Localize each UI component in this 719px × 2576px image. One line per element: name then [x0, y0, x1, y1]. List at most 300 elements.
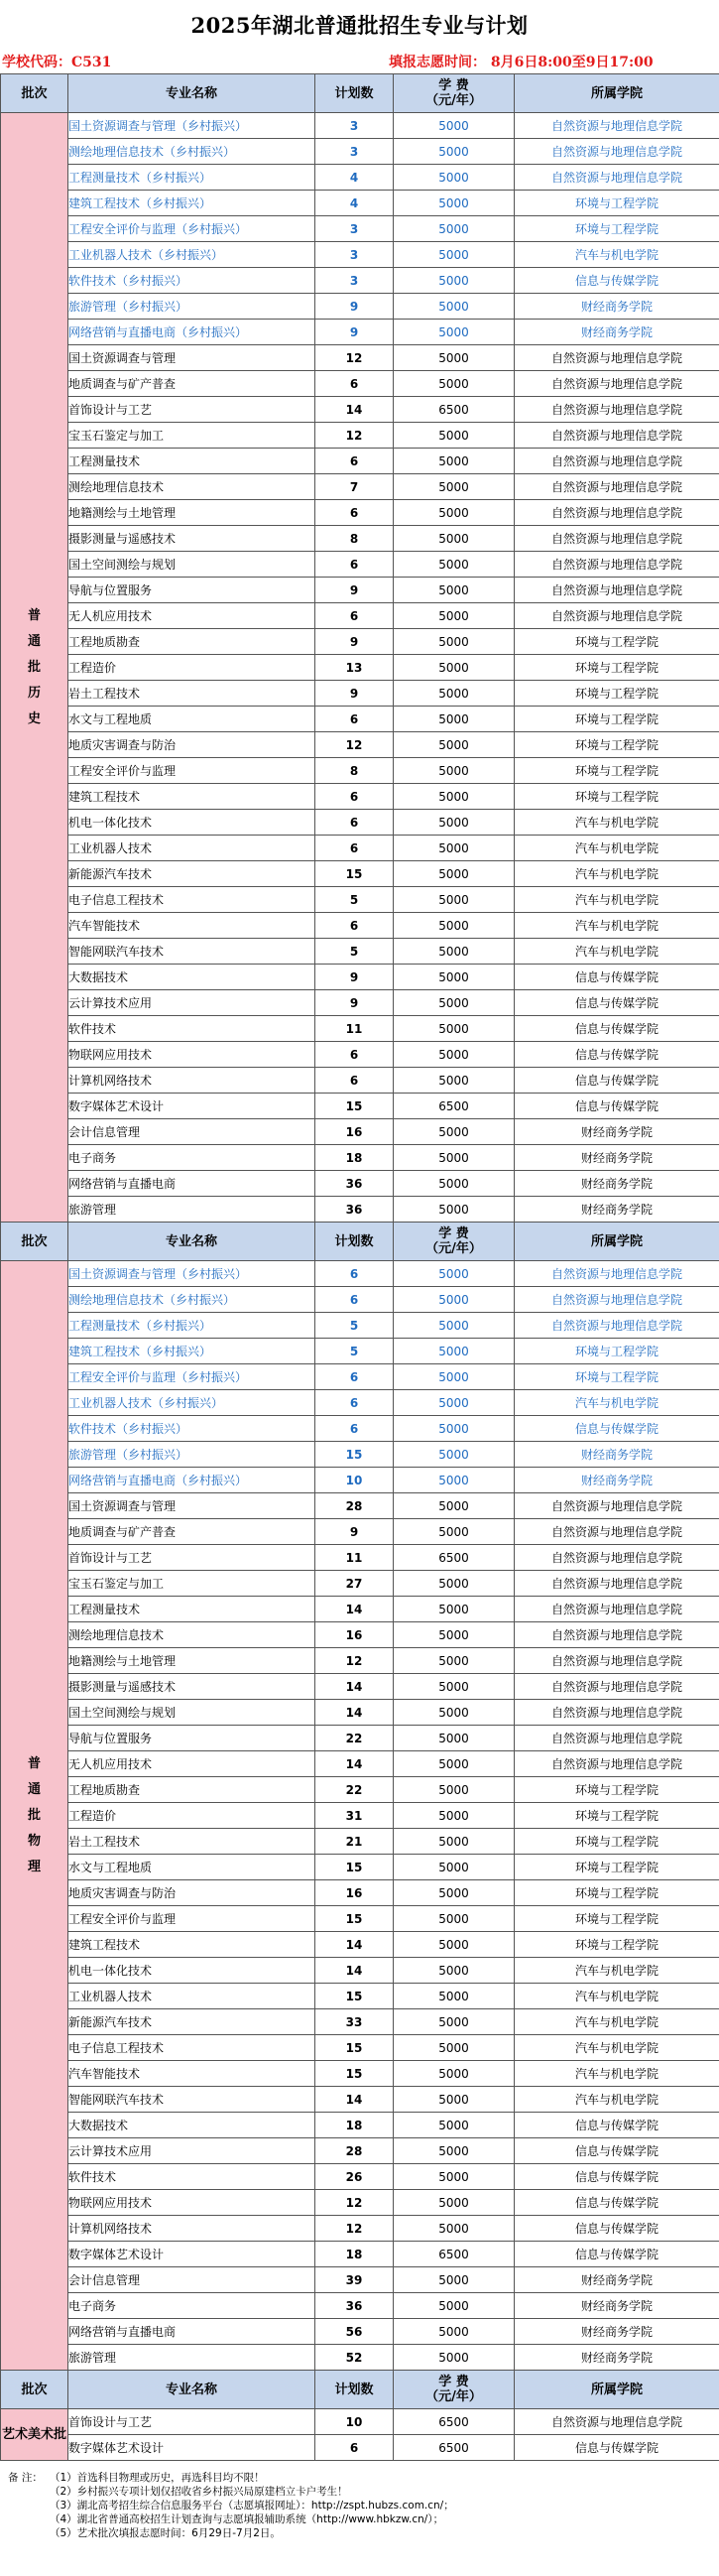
plan-cell: 11	[315, 1016, 394, 1042]
school-cell: 财经商务学院	[515, 320, 719, 345]
major-cell: 地质灾害调查与防治	[68, 1880, 315, 1906]
plan-cell: 6	[315, 552, 394, 578]
major-cell: 国土资源调查与管理	[68, 1493, 315, 1519]
major-cell: 工程安全评价与监理	[68, 758, 315, 784]
plan-cell: 22	[315, 1726, 394, 1751]
plan-cell: 10	[315, 1468, 394, 1493]
plan-cell: 6	[315, 707, 394, 732]
major-cell: 无人机应用技术	[68, 1751, 315, 1777]
fee-cell: 5000	[394, 2164, 515, 2190]
school-cell: 环境与工程学院	[515, 1932, 719, 1958]
header-batch: 批次	[1, 1223, 68, 1261]
table-row	[1, 990, 719, 1016]
fee-cell: 5000	[394, 1016, 515, 1042]
major-cell: 导航与位置服务	[68, 578, 315, 603]
table-row	[1, 1880, 719, 1906]
major-cell: 水文与工程地质	[68, 1855, 315, 1880]
fee-cell: 6500	[394, 397, 515, 423]
fee-cell: 5000	[394, 2267, 515, 2293]
table-row	[1, 268, 719, 294]
note-text: （5）艺术批次填报志愿时间：6月29日-7月2日。	[50, 2527, 281, 2539]
major-cell: 工业机器人技术（乡村振兴）	[68, 1390, 315, 1416]
table-row	[1, 887, 719, 913]
fee-cell: 5000	[394, 1493, 515, 1519]
header-fee-line1: 学 费	[438, 78, 469, 93]
table-row	[1, 758, 719, 784]
school-cell: 汽车与机电学院	[515, 1958, 719, 1984]
plan-cell: 6	[315, 1364, 394, 1390]
table-row	[1, 1493, 719, 1519]
major-cell: 网络营销与直播电商	[68, 2319, 315, 2345]
school-cell: 环境与工程学院	[515, 655, 719, 681]
fee-cell: 5000	[394, 320, 515, 345]
plan-cell: 12	[315, 2216, 394, 2242]
major-cell: 软件技术	[68, 2164, 315, 2190]
school-cell: 汽车与机电学院	[515, 939, 719, 965]
school-cell: 自然资源与地理信息学院	[515, 165, 719, 191]
batch-char: 理	[27, 1859, 41, 1874]
school-cell: 汽车与机电学院	[515, 836, 719, 861]
school-cell: 自然资源与地理信息学院	[515, 1313, 719, 1339]
fee-cell: 5000	[394, 836, 515, 861]
header-plan: 计划数	[315, 74, 394, 113]
table-row	[1, 1751, 719, 1777]
plan-cell: 33	[315, 2009, 394, 2035]
table-row	[1, 784, 719, 810]
notes	[0, 2471, 719, 2540]
table-row	[1, 578, 719, 603]
plan-cell: 9	[315, 965, 394, 990]
table-row	[1, 216, 719, 242]
fee-cell: 5000	[394, 603, 515, 629]
fee-cell: 5000	[394, 629, 515, 655]
school-cell: 自然资源与地理信息学院	[515, 397, 719, 423]
major-cell: 工程安全评价与监理（乡村振兴）	[68, 1364, 315, 1390]
table-row	[1, 113, 719, 139]
table-row	[1, 681, 719, 707]
major-cell: 网络营销与直播电商（乡村振兴）	[68, 1468, 315, 1493]
header-fee	[394, 74, 515, 113]
plan-cell: 3	[315, 113, 394, 139]
school-cell: 自然资源与地理信息学院	[515, 2409, 719, 2435]
header-plan: 计划数	[315, 1223, 394, 1261]
school-cell: 信息与传媒学院	[515, 1094, 719, 1119]
table-row	[1, 1545, 719, 1571]
school-cell: 信息与传媒学院	[515, 2113, 719, 2138]
school-cell: 环境与工程学院	[515, 707, 719, 732]
table-row	[1, 2087, 719, 2113]
batch-label	[1, 113, 68, 1223]
info-bar	[0, 48, 719, 73]
school-cell: 自然资源与地理信息学院	[515, 1622, 719, 1648]
plan-cell: 12	[315, 345, 394, 371]
note-line	[4, 2471, 719, 2485]
plan-cell: 56	[315, 2319, 394, 2345]
fee-cell: 5000	[394, 474, 515, 500]
school-cell: 自然资源与地理信息学院	[515, 500, 719, 526]
fee-cell: 6500	[394, 1094, 515, 1119]
plan-cell: 22	[315, 1777, 394, 1803]
table-row	[1, 1622, 719, 1648]
fee-cell: 5000	[394, 1313, 515, 1339]
major-cell: 地质调查与矿产普查	[68, 371, 315, 397]
batch-char: 艺术美术批	[1, 2426, 66, 2442]
school-cell: 信息与传媒学院	[515, 2190, 719, 2216]
plan-cell: 36	[315, 1171, 394, 1197]
school-cell: 环境与工程学院	[515, 1906, 719, 1932]
major-cell: 工程测量技术	[68, 1597, 315, 1622]
page-title: 2025年湖北普通批招生专业与计划	[190, 13, 529, 38]
table-row	[1, 1777, 719, 1803]
school-cell: 财经商务学院	[515, 2319, 719, 2345]
school-cell: 自然资源与地理信息学院	[515, 1261, 719, 1287]
fee-cell: 5000	[394, 1984, 515, 2009]
school-cell: 财经商务学院	[515, 1145, 719, 1171]
table-row	[1, 810, 719, 836]
fee-cell: 5000	[394, 2190, 515, 2216]
table-row	[1, 1171, 719, 1197]
plan-cell: 5	[315, 887, 394, 913]
batch-char: 普	[27, 1755, 41, 1771]
table-row	[1, 1442, 719, 1468]
plan-cell: 11	[315, 1545, 394, 1571]
table-row	[1, 371, 719, 397]
major-cell: 国土资源调查与管理（乡村振兴）	[68, 1261, 315, 1287]
school-cell: 信息与传媒学院	[515, 2164, 719, 2190]
school-cell: 信息与传媒学院	[515, 1416, 719, 1442]
school-cell: 信息与传媒学院	[515, 268, 719, 294]
header-major: 专业名称	[68, 74, 315, 113]
header-batch: 批次	[1, 74, 68, 113]
school-cell: 财经商务学院	[515, 2267, 719, 2293]
fee-cell: 5000	[394, 965, 515, 990]
school-cell: 环境与工程学院	[515, 1364, 719, 1390]
table-row	[1, 449, 719, 474]
school-cell: 自然资源与地理信息学院	[515, 1648, 719, 1674]
major-cell: 国土资源调查与管理	[68, 345, 315, 371]
table-row	[1, 629, 719, 655]
major-cell: 建筑工程技术（乡村振兴）	[68, 191, 315, 216]
batch-char: 普	[27, 607, 41, 623]
major-cell: 工程造价	[68, 1803, 315, 1829]
table-row	[1, 1094, 719, 1119]
table-row	[1, 423, 719, 449]
table-row	[1, 2035, 719, 2061]
major-cell: 新能源汽车技术	[68, 2009, 315, 2035]
school-cell: 财经商务学院	[515, 2345, 719, 2371]
batch-char: 通	[27, 633, 41, 649]
table-row	[1, 1571, 719, 1597]
major-cell: 智能网联汽车技术	[68, 2087, 315, 2113]
fee-cell: 5000	[394, 1442, 515, 1468]
table-row	[1, 500, 719, 526]
table-row	[1, 1700, 719, 1726]
plan-cell: 3	[315, 139, 394, 165]
major-cell: 数字媒体艺术设计	[68, 2242, 315, 2267]
table-row	[1, 1364, 719, 1390]
fee-cell: 5000	[394, 1571, 515, 1597]
plan-cell: 36	[315, 1197, 394, 1223]
fee-cell: 5000	[394, 1674, 515, 1700]
major-cell: 摄影测量与遥感技术	[68, 526, 315, 552]
school-cell: 财经商务学院	[515, 1197, 719, 1223]
table-row	[1, 191, 719, 216]
fee-cell: 5000	[394, 887, 515, 913]
major-cell: 工业机器人技术	[68, 836, 315, 861]
major-cell: 首饰设计与工艺	[68, 397, 315, 423]
plan-cell: 8	[315, 526, 394, 552]
note-line	[4, 2485, 719, 2499]
major-cell: 物联网应用技术	[68, 1042, 315, 1068]
school-cell: 财经商务学院	[515, 294, 719, 320]
fee-cell: 5000	[394, 500, 515, 526]
table-row	[1, 1016, 719, 1042]
plan-cell: 6	[315, 810, 394, 836]
header-fee-line1: 学 费	[438, 1226, 469, 1241]
major-cell: 旅游管理	[68, 2345, 315, 2371]
plan-cell: 5	[315, 1313, 394, 1339]
school-cell: 财经商务学院	[515, 1171, 719, 1197]
fee-cell: 5000	[394, 1068, 515, 1094]
plan-cell: 13	[315, 655, 394, 681]
school-cell: 汽车与机电学院	[515, 887, 719, 913]
fee-cell: 5000	[394, 1339, 515, 1364]
major-cell: 软件技术	[68, 1016, 315, 1042]
fee-cell: 5000	[394, 758, 515, 784]
fee-cell: 5000	[394, 939, 515, 965]
plan-cell: 6	[315, 836, 394, 861]
major-cell: 物联网应用技术	[68, 2190, 315, 2216]
batch-char: 物	[27, 1833, 41, 1849]
plan-cell: 14	[315, 1674, 394, 1700]
plan-cell: 18	[315, 1145, 394, 1171]
school-cell: 自然资源与地理信息学院	[515, 1545, 719, 1571]
table-row	[1, 1119, 719, 1145]
fee-cell: 5000	[394, 2035, 515, 2061]
table-row	[1, 1287, 719, 1313]
school-cell: 信息与传媒学院	[515, 2138, 719, 2164]
major-cell: 云计算技术应用	[68, 990, 315, 1016]
fee-cell: 5000	[394, 913, 515, 939]
table-row	[1, 1597, 719, 1622]
major-cell: 工程地质勘查	[68, 629, 315, 655]
batch-char: 史	[27, 710, 41, 726]
fee-cell: 5000	[394, 552, 515, 578]
note-line	[4, 2512, 719, 2526]
fee-cell: 5000	[394, 294, 515, 320]
fee-cell: 5000	[394, 1880, 515, 1906]
plan-cell: 31	[315, 1803, 394, 1829]
table-row	[1, 2319, 719, 2345]
fee-cell: 5000	[394, 2216, 515, 2242]
major-cell: 国土资源调查与管理（乡村振兴）	[68, 113, 315, 139]
fee-cell: 5000	[394, 2345, 515, 2371]
fee-cell: 6500	[394, 2242, 515, 2267]
fee-cell: 5000	[394, 2293, 515, 2319]
table-row	[1, 1855, 719, 1880]
fee-cell: 5000	[394, 1803, 515, 1829]
header-school: 所属学院	[515, 1223, 719, 1261]
school-cell: 信息与传媒学院	[515, 965, 719, 990]
school-cell: 自然资源与地理信息学院	[515, 1700, 719, 1726]
plan-cell: 14	[315, 1751, 394, 1777]
school-cell: 汽车与机电学院	[515, 2009, 719, 2035]
major-cell: 宝玉石鉴定与加工	[68, 1571, 315, 1597]
major-cell: 国土空间测绘与规划	[68, 552, 315, 578]
plan-cell: 26	[315, 2164, 394, 2190]
major-cell: 数字媒体艺术设计	[68, 1094, 315, 1119]
note-text: （1）首选科目物理或历史，再选科目均不限！	[50, 2472, 265, 2484]
table-row	[1, 1519, 719, 1545]
plan-cell: 6	[315, 784, 394, 810]
fee-cell: 5000	[394, 1287, 515, 1313]
fee-cell: 6500	[394, 1545, 515, 1571]
major-cell: 宝玉石鉴定与加工	[68, 423, 315, 449]
plan-cell: 6	[315, 913, 394, 939]
table-row	[1, 526, 719, 552]
major-cell: 云计算技术应用	[68, 2138, 315, 2164]
plan-cell: 6	[315, 1390, 394, 1416]
major-cell: 首饰设计与工艺	[68, 1545, 315, 1571]
table-row	[1, 1261, 719, 1287]
major-cell: 无人机应用技术	[68, 603, 315, 629]
fee-cell: 5000	[394, 2009, 515, 2035]
school-cell: 自然资源与地理信息学院	[515, 1571, 719, 1597]
major-cell: 计算机网络技术	[68, 1068, 315, 1094]
fee-cell: 5000	[394, 1597, 515, 1622]
major-cell: 测绘地理信息技术（乡村振兴）	[68, 139, 315, 165]
fee-cell: 5000	[394, 1364, 515, 1390]
fee-cell: 5000	[394, 139, 515, 165]
major-cell: 国土空间测绘与规划	[68, 1700, 315, 1726]
school-cell: 环境与工程学院	[515, 216, 719, 242]
header-row	[1, 2371, 719, 2409]
major-cell: 汽车智能技术	[68, 2061, 315, 2087]
school-cell: 自然资源与地理信息学院	[515, 1726, 719, 1751]
fee-cell: 5000	[394, 2061, 515, 2087]
plan-cell: 15	[315, 1984, 394, 2009]
table-row	[1, 939, 719, 965]
school-cell: 自然资源与地理信息学院	[515, 526, 719, 552]
plan-cell: 15	[315, 861, 394, 887]
plan-table	[0, 73, 719, 2461]
major-cell: 工程测量技术（乡村振兴）	[68, 165, 315, 191]
batch-label	[1, 1261, 68, 2371]
batch-char: 批	[27, 659, 41, 675]
table-row	[1, 1339, 719, 1364]
table-row	[1, 2009, 719, 2035]
major-cell: 电子信息工程技术	[68, 887, 315, 913]
fee-cell: 5000	[394, 242, 515, 268]
major-cell: 建筑工程技术（乡村振兴）	[68, 1339, 315, 1364]
major-cell: 新能源汽车技术	[68, 861, 315, 887]
school-cell: 汽车与机电学院	[515, 1984, 719, 2009]
fee-cell: 5000	[394, 655, 515, 681]
major-cell: 建筑工程技术	[68, 1932, 315, 1958]
note-text: （4）湖北省普通高校招生计划查询与志愿填报辅助系统（http://www.hbkzw.cn/）；	[50, 2513, 444, 2525]
fee-cell: 5000	[394, 113, 515, 139]
plan-cell: 6	[315, 603, 394, 629]
school-cell: 环境与工程学院	[515, 758, 719, 784]
school-cell: 信息与传媒学院	[515, 1068, 719, 1094]
school-cell: 环境与工程学院	[515, 732, 719, 758]
plan-cell: 9	[315, 681, 394, 707]
table-row	[1, 1829, 719, 1855]
fee-cell: 5000	[394, 191, 515, 216]
school-cell: 财经商务学院	[515, 1442, 719, 1468]
table-row	[1, 2409, 719, 2435]
table-row	[1, 1468, 719, 1493]
header-fee-line2: （元/年）	[425, 2389, 482, 2404]
fill-time: 填报志愿时间： 8月6日8:00至9日17:00	[389, 55, 654, 70]
fee-cell: 5000	[394, 1648, 515, 1674]
table-row	[1, 165, 719, 191]
plan-cell: 16	[315, 1119, 394, 1145]
plan-cell: 4	[315, 165, 394, 191]
fee-cell: 5000	[394, 1958, 515, 1984]
plan-cell: 18	[315, 2242, 394, 2267]
table-row	[1, 1068, 719, 1094]
header-fee-line1: 学 费	[438, 2375, 469, 2389]
fee-cell: 5000	[394, 1751, 515, 1777]
fee-cell: 5000	[394, 1906, 515, 1932]
header-school: 所属学院	[515, 2371, 719, 2409]
header-batch: 批次	[1, 2371, 68, 2409]
school-cell: 自然资源与地理信息学院	[515, 474, 719, 500]
plan-cell: 14	[315, 1597, 394, 1622]
major-cell: 电子商务	[68, 1145, 315, 1171]
school-cell: 自然资源与地理信息学院	[515, 113, 719, 139]
plan-cell: 12	[315, 1648, 394, 1674]
plan-cell: 6	[315, 449, 394, 474]
plan-cell: 3	[315, 216, 394, 242]
fee-cell: 5000	[394, 1829, 515, 1855]
major-cell: 会计信息管理	[68, 2267, 315, 2293]
plan-cell: 14	[315, 1932, 394, 1958]
school-code: 学校代码：C531	[2, 55, 112, 70]
table-row	[1, 345, 719, 371]
major-cell: 大数据技术	[68, 965, 315, 990]
major-cell: 工程安全评价与监理（乡村振兴）	[68, 216, 315, 242]
fee-cell: 5000	[394, 1390, 515, 1416]
school-cell: 自然资源与地理信息学院	[515, 423, 719, 449]
plan-cell: 15	[315, 1855, 394, 1880]
major-cell: 导航与位置服务	[68, 1726, 315, 1751]
school-cell: 信息与传媒学院	[515, 1016, 719, 1042]
header-fee	[394, 1223, 515, 1261]
table-row	[1, 397, 719, 423]
plan-cell: 28	[315, 1493, 394, 1519]
fee-cell: 5000	[394, 1468, 515, 1493]
fee-cell: 5000	[394, 861, 515, 887]
table-row	[1, 2242, 719, 2267]
batch-char: 通	[27, 1781, 41, 1797]
major-cell: 工业机器人技术	[68, 1984, 315, 2009]
fee-cell: 5000	[394, 784, 515, 810]
school-cell: 汽车与机电学院	[515, 861, 719, 887]
table-row	[1, 2435, 719, 2461]
major-cell: 测绘地理信息技术	[68, 474, 315, 500]
major-cell: 建筑工程技术	[68, 784, 315, 810]
major-cell: 工程测量技术（乡村振兴）	[68, 1313, 315, 1339]
header-fee	[394, 2371, 515, 2409]
fee-cell: 5000	[394, 1416, 515, 1442]
plan-cell: 16	[315, 1622, 394, 1648]
table-row	[1, 1984, 719, 2009]
header-major: 专业名称	[68, 2371, 315, 2409]
plan-cell: 6	[315, 1261, 394, 1287]
plan-cell: 21	[315, 1829, 394, 1855]
